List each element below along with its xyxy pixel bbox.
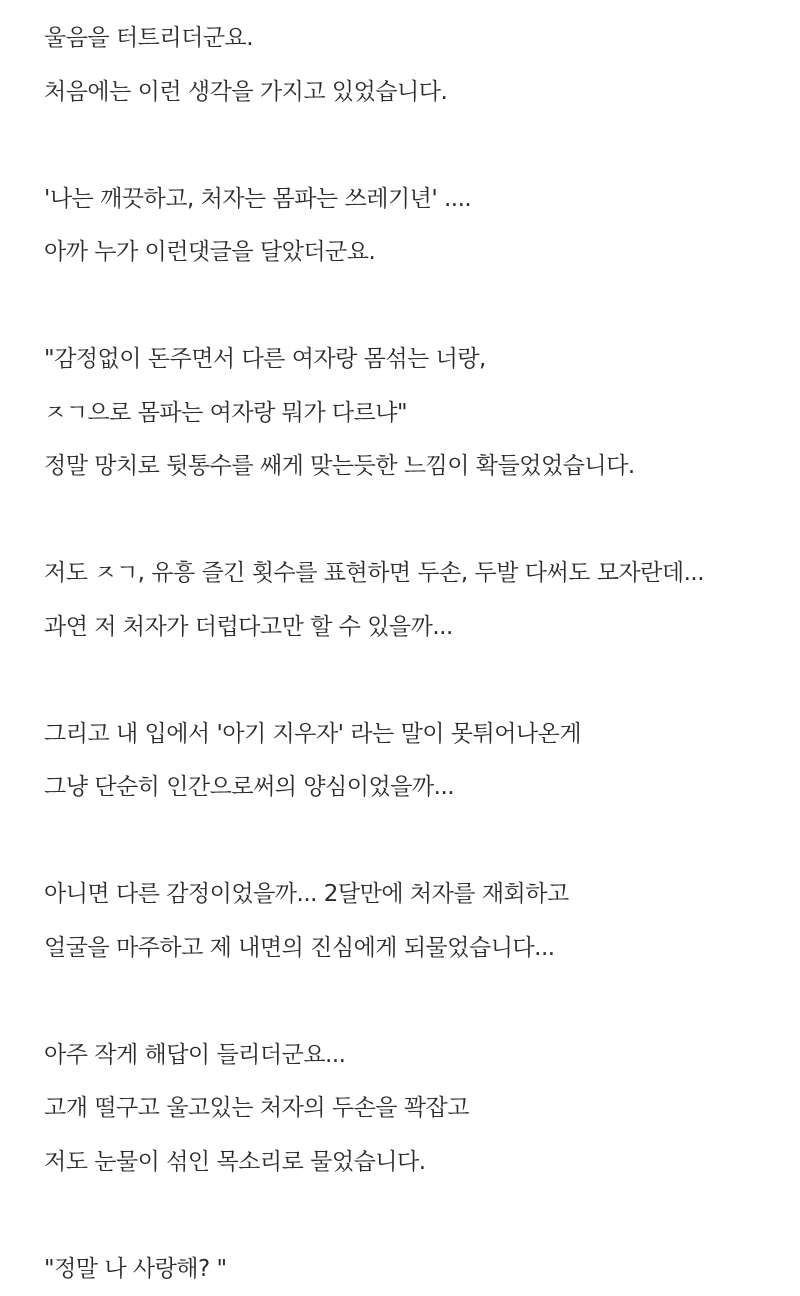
text-line: 저도 ㅈㄱ, 유흥 즐긴 횟수를 표현하면 두손, 두발 다써도 모자란데... [44, 547, 784, 601]
text-line: "정말 나 사랑해? " [44, 1243, 784, 1296]
post-body [44, 12, 784, 1296]
text-line: '나는 깨끗하고, 처자는 몸파는 쓰레기년' .... [44, 173, 784, 227]
text-line: ㅈㄱ으로 몸파는 여자랑 뭐가 다르냐" [44, 387, 784, 441]
blank-line [44, 654, 784, 708]
text-line: 과연 저 처자가 더럽다고만 할 수 있을까... [44, 601, 784, 655]
text-line: 고개 떨구고 울고있는 처자의 두손을 꽉잡고 [44, 1082, 784, 1136]
text-line: 아니면 다른 감정이었을까... 2달만에 처자를 재회하고 [44, 868, 784, 922]
text-line: 그리고 내 입에서 '아기 지우자' 라는 말이 못튀어나온게 [44, 708, 784, 762]
text-line: 아주 작게 해답이 들리더군요... [44, 1029, 784, 1083]
blank-line [44, 280, 784, 334]
text-line: 울음을 터트리더군요. [44, 12, 784, 66]
text-line: 얼굴을 마주하고 제 내면의 진심에게 되물었습니다... [44, 922, 784, 976]
blank-line [44, 815, 784, 869]
blank-line [44, 1189, 784, 1243]
blank-line [44, 119, 784, 173]
blank-line [44, 975, 784, 1029]
text-line: 저도 눈물이 섞인 목소리로 물었습니다. [44, 1136, 784, 1190]
text-line: 정말 망치로 뒷통수를 쌔게 맞는듯한 느낌이 확들었었습니다. [44, 440, 784, 494]
text-line: 그냥 단순히 인간으로써의 양심이었을까... [44, 761, 784, 815]
text-line: 처음에는 이런 생각을 가지고 있었습니다. [44, 66, 784, 120]
text-line: 아까 누가 이런댓글을 달았더군요. [44, 226, 784, 280]
text-line: "감정없이 돈주면서 다른 여자랑 몸섞는 너랑, [44, 333, 784, 387]
blank-line [44, 494, 784, 548]
